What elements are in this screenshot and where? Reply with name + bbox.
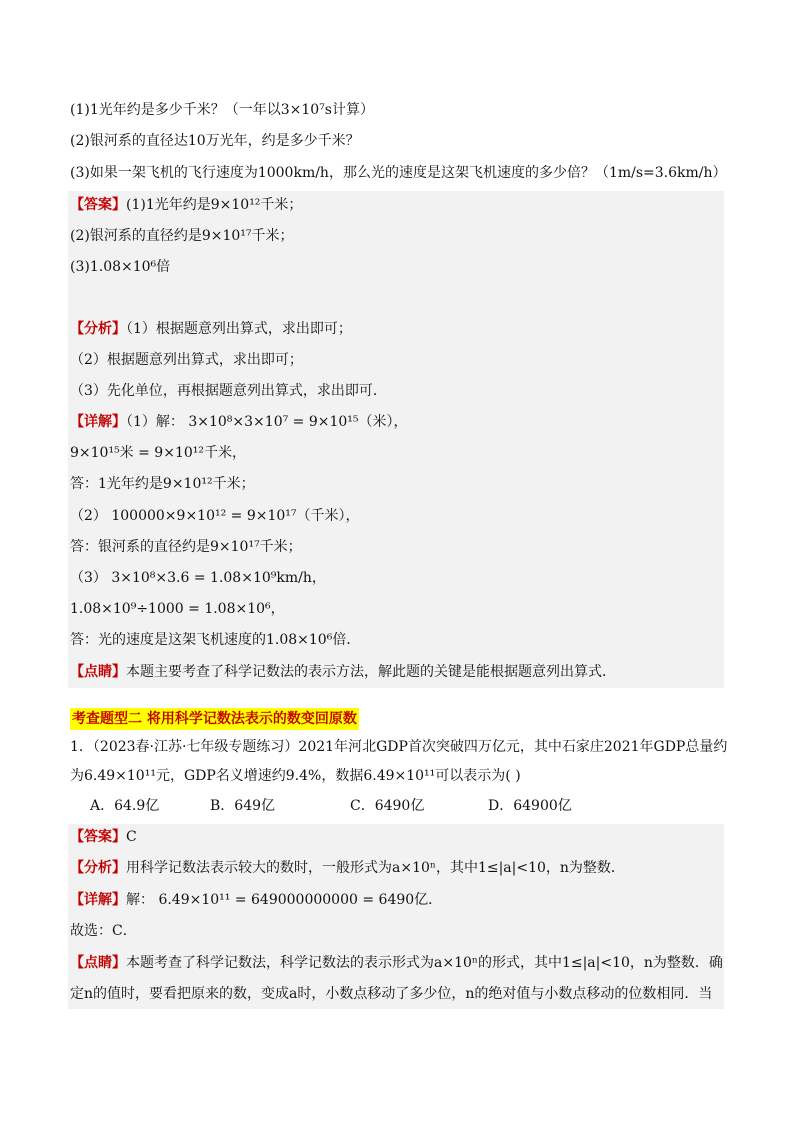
point-2-line-2: 定n的值时，要看把原来的数，变成a时，小数点移动了多少位，n的绝对值与小数点移动的位数相同．当 — [70, 986, 713, 1002]
answer-2-text: C — [126, 829, 137, 845]
detail-1-line-4: （2） 100000×9×10¹² = 9×10¹⁷（千米）， — [70, 508, 360, 524]
detail-1-line-3: 答：1光年约是9×10¹²千米； — [70, 476, 255, 492]
detail-tag: 【详解】 — [70, 414, 126, 430]
detail-1-line-6: （3） 3×10⁸×3.6 = 1.08×10⁹km/h， — [70, 570, 326, 586]
analysis-2-text: 用科学记数法表示较大的数时，一般形式为a×10ⁿ，其中1≤|a|<10，n为整数． — [126, 860, 625, 876]
section-heading: 考查题型二 将用科学记数法表示的数变回原数 — [70, 708, 359, 730]
option-a: A．64.9亿 — [90, 798, 160, 814]
analysis-tag: 【分析】 — [70, 321, 126, 337]
question-1-part-3: (3)如果一架飞机的飞行速度为1000km/h，那么光的速度是这架飞机速度的多少倍？（1m/s=3.6km/h） — [70, 165, 727, 181]
answer-1-line-3: (3)1.08×10⁶倍 — [70, 259, 171, 275]
detail-2-line-1 — [70, 889, 724, 911]
point-tag: 【点睛】 — [70, 664, 126, 680]
question-1-part-1: (1)1光年约是多少千米？（一年以3×10⁷s计算） — [70, 102, 374, 118]
analysis-1-line-1 — [70, 318, 724, 340]
analysis-1-line-3: （3）先化单位，再根据题意列出算式，求出即可． — [70, 383, 387, 399]
question-1-part-2: (2)银河系的直径达10万光年，约是多少千米？ — [70, 133, 360, 149]
solution-block-2 — [68, 824, 724, 1009]
point-2-text-1: 本题考查了科学记数法，科学记数法的表示形式为a×10ⁿ的形式，其中1≤|a|<10，n为整数．确 — [126, 955, 723, 971]
answer-2-line — [70, 826, 724, 848]
detail-1-line-5: 答：银河系的直径约是9×10¹⁷千米； — [70, 539, 302, 555]
option-d: D．64900亿 — [488, 798, 572, 814]
question-2-line-2: 为6.49×10¹¹元，GDP名义增速约9.4%，数据6.49×10¹¹可以表示为( ) — [70, 768, 521, 784]
answer-1-text-1: (1)1光年约是9×10¹²千米； — [126, 197, 303, 213]
detail-1-text-1: （1）解： 3×10⁸×3×10⁷ = 9×10¹⁵（米）， — [126, 414, 408, 430]
analysis-2-tag: 【分析】 — [70, 860, 126, 876]
detail-1-line-7: 1.08×10⁹÷1000 = 1.08×10⁶， — [70, 601, 285, 617]
answer-2-tag: 【答案】 — [70, 829, 126, 845]
detail-2-text-1: 解： 6.49×10¹¹ = 649000000000 = 6490亿． — [126, 892, 443, 908]
detail-1-line-2: 9×10¹⁵米 = 9×10¹²千米， — [70, 445, 246, 461]
point-1-line — [70, 661, 724, 683]
analysis-2-line — [70, 857, 724, 879]
option-b: B．649亿 — [210, 798, 276, 814]
point-2-line-1 — [70, 952, 724, 974]
detail-2-tag: 【详解】 — [70, 892, 126, 908]
point-2-tag: 【点睛】 — [70, 955, 126, 971]
answer-tag: 【答案】 — [70, 197, 126, 213]
detail-2-line-2: 故选：C． — [70, 923, 137, 939]
question-2-line-1: 1．（2023春·江苏·七年级专题练习）2021年河北GDP首次突破四万亿元，其中石家庄2021年GDP总量约 — [70, 739, 728, 755]
option-c: C．6490亿 — [350, 798, 425, 814]
answer-1-line-1 — [70, 194, 724, 216]
point-1-text: 本题主要考查了科学记数法的表示方法，解此题的关键是能根据题意列出算式． — [126, 664, 616, 680]
answer-1-line-2: (2)银河系的直径约是9×10¹⁷千米； — [70, 228, 294, 244]
analysis-1-line-2: （2）根据题意列出算式，求出即可； — [70, 352, 303, 368]
detail-1-line-8: 答：光的速度是这架飞机速度的1.08×10⁶倍． — [70, 632, 361, 648]
detail-1-line-1 — [70, 411, 724, 433]
analysis-1-text-1: （1）根据题意列出算式，求出即可； — [126, 321, 352, 337]
